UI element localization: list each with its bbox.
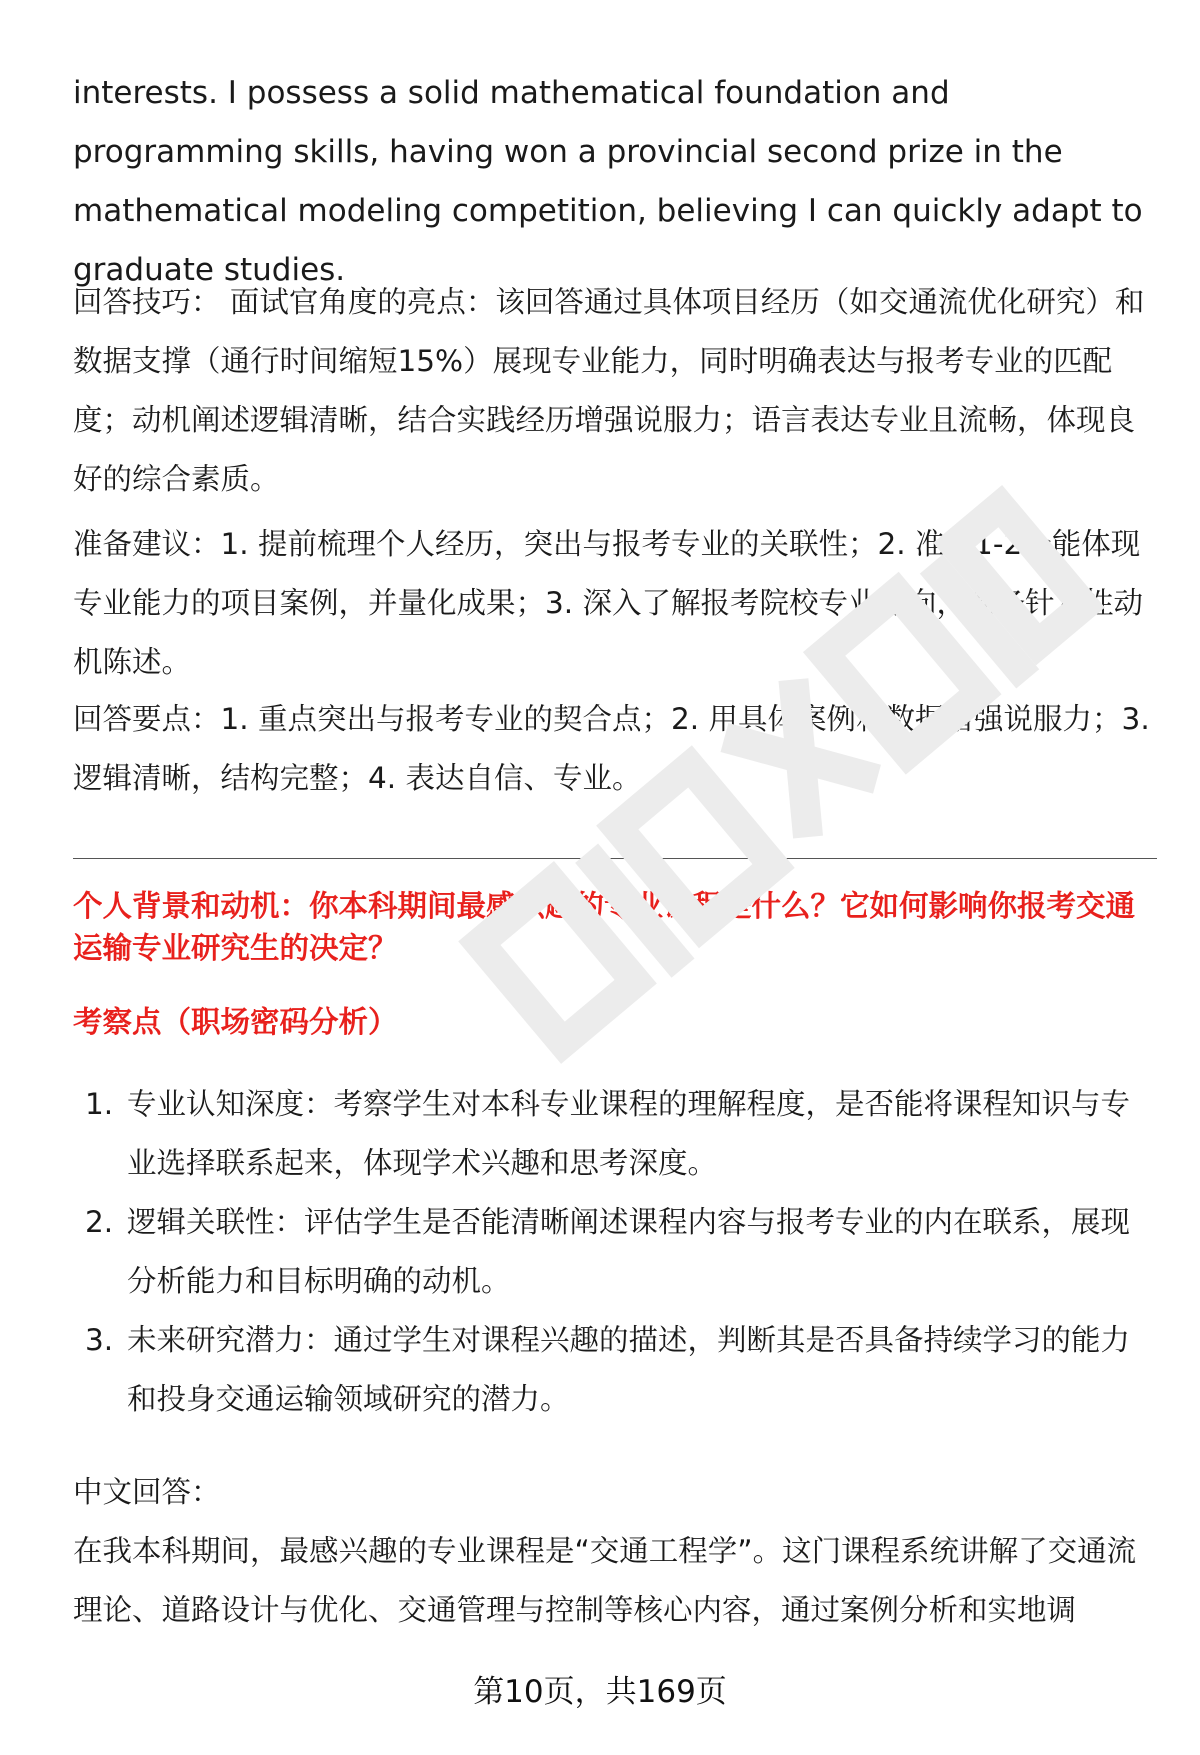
answer-key-points-paragraph [73,690,1158,808]
list-item-number: 1. [85,1087,114,1121]
assessment-points-list [73,1075,1158,1429]
answer-tips-text: 面试官角度的亮点：该回答通过具体项目经历（如交通流优化研究）和数据支撑（通行时间缩短15%）展现专业能力，同时明确表达与报考专业的匹配度；动机阐述逻辑清晰，结合实践经历增强说服力；语言表达专业且流畅，体现良好的综合素质。 [73,285,1145,496]
english-answer-continuation: interests. I possess a solid mathematical foundation and programming skills, having won a provincial second prize in the mathematical modeling competition, believing I can quickly adapt to graduate studies. [73,75,1143,288]
section-divider [73,858,1157,859]
list-item-text: 未来研究潜力：通过学生对课程兴趣的描述，判断其是否具备持续学习的能力和投身交通运输领域研究的潜力。 [127,1323,1131,1416]
answer-tips-label: 回答技巧： [73,285,221,319]
interview-question-heading: 个人背景和动机：你本科期间最感兴趣的专业课程是什么？它如何影响你报考交通运输专业研究生的决定？ [73,889,1136,965]
list-item [73,1311,1158,1429]
list-item-text: 逻辑关联性：评估学生是否能清晰阐述课程内容与报考专业的内在联系，展现分析能力和目标明确的动机。 [127,1205,1131,1298]
answer-key-points-text: 1. 重点突出与报考专业的契合点；2. 用具体案例和数据增强说服力；3. 逻辑清晰，结构完整；4. 表达自信、专业。 [73,702,1150,795]
list-item-number: 3. [85,1323,114,1357]
assessment-points-heading: 考察点（职场密码分析） [73,1005,398,1039]
list-item [73,1193,1158,1311]
list-item-text: 专业认知深度：考察学生对本科专业课程的理解程度，是否能将课程知识与专业选择联系起来，体现学术兴趣和思考深度。 [127,1087,1131,1180]
list-item-number: 2. [85,1205,114,1239]
preparation-advice-paragraph [73,515,1158,692]
answer-key-points-label: 回答要点： [73,702,221,736]
list-item [73,1075,1158,1193]
chinese-answer-label: 中文回答： [73,1475,221,1509]
answer-tips-paragraph [73,273,1158,509]
preparation-advice-label: 准备建议： [73,527,221,561]
chinese-answer-text: 在我本科期间，最感兴趣的专业课程是“交通工程学”。这门课程系统讲解了交通流理论、道路设计与优化、交通管理与控制等核心内容，通过案例分析和实地调 [73,1534,1137,1627]
preparation-advice-text: 1. 提前梳理个人经历，突出与报考专业的关联性；2. 准备1-2个能体现专业能力的项目案例，并量化成果；3. 深入了解报考院校专业方向，准备针对性动机陈述。 [73,527,1144,679]
page-number-footer: 第10页，共169页 [473,1674,727,1710]
